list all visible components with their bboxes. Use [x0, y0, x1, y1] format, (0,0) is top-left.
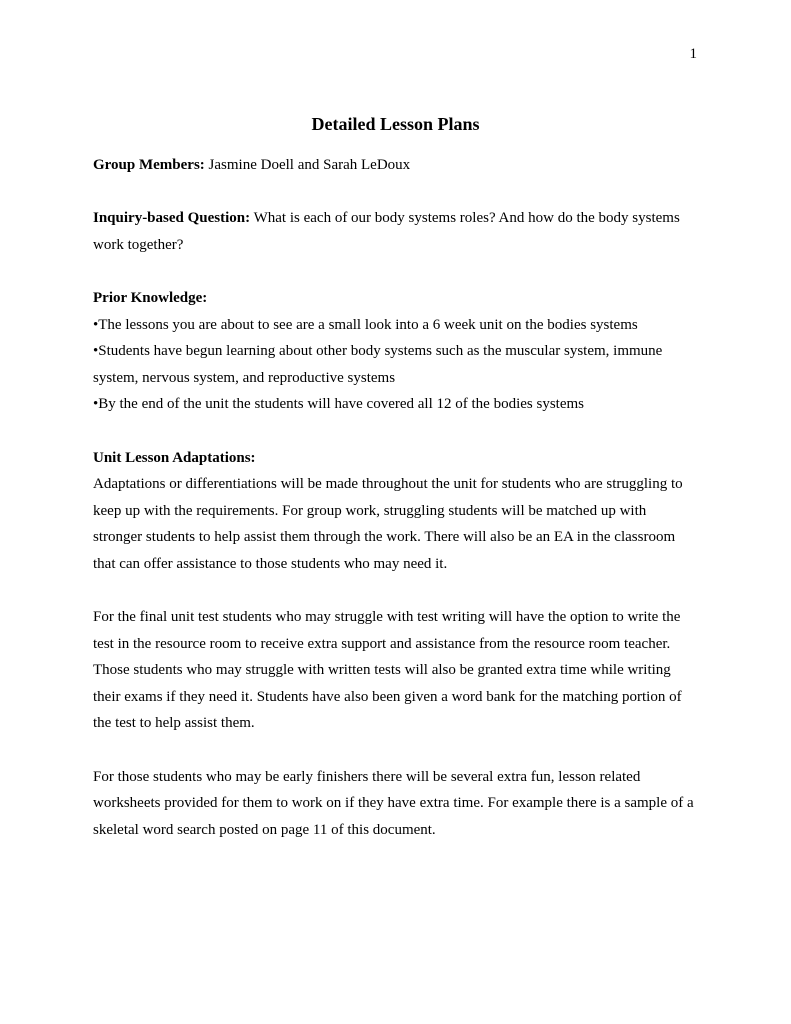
inquiry-value: What is each of our body systems roles? And how do the body systems work together? [93, 210, 680, 253]
prior-knowledge-bullet: •The lessons you are about to see are a small look into a 6 week unit on the bodies systems [93, 316, 638, 333]
prior-knowledge-bullet: •Students have begun learning about other body systems such as the muscular system, immune system, nervous system, and reproductive systems [93, 343, 663, 386]
group-members-label: Group Members: [93, 157, 205, 173]
adaptations-paragraph: For those students who may be early finishers there will be several extra fun, lesson related worksheets provided for them to work on if they have extra time. For example there is a sample of a skeletal word search posted on page 11 of this document. [93, 768, 694, 838]
prior-knowledge-heading: Prior Knowledge: [93, 289, 208, 306]
inquiry-question [93, 205, 698, 258]
group-members-line [93, 152, 698, 179]
group-members-value: Jasmine Doell and Sarah LeDoux [204, 157, 411, 173]
page-number: 1 [689, 46, 697, 62]
document-title: Detailed Lesson Plans [311, 114, 480, 134]
prior-knowledge-bullet: •By the end of the unit the students will have covered all 12 of the bodies systems [93, 396, 584, 413]
inquiry-label: Inquiry-based Question: [93, 210, 251, 227]
adaptations-heading: Unit Lesson Adaptations: [93, 449, 256, 466]
adaptations-paragraph: For the final unit test students who may struggle with test writing will have the option to write the test in the resource room to receive extra support and assistance from the resource room teacher. Those students who may struggle with written tests will also be granted extra time while writing their exams if they need it. Students have also been given a word bank for the matching portion of the test to help assist them. [93, 609, 682, 732]
document-body [93, 152, 698, 843]
adaptations-paragraph: Adaptations or differentiations will be made throughout the unit for students who are struggling to keep up with the requirements. For group work, struggling students will be matched up with stronger students to help assist them through the work. There will also be an EA in the classroom that can offer assistance to those students who may need it. [93, 476, 683, 572]
